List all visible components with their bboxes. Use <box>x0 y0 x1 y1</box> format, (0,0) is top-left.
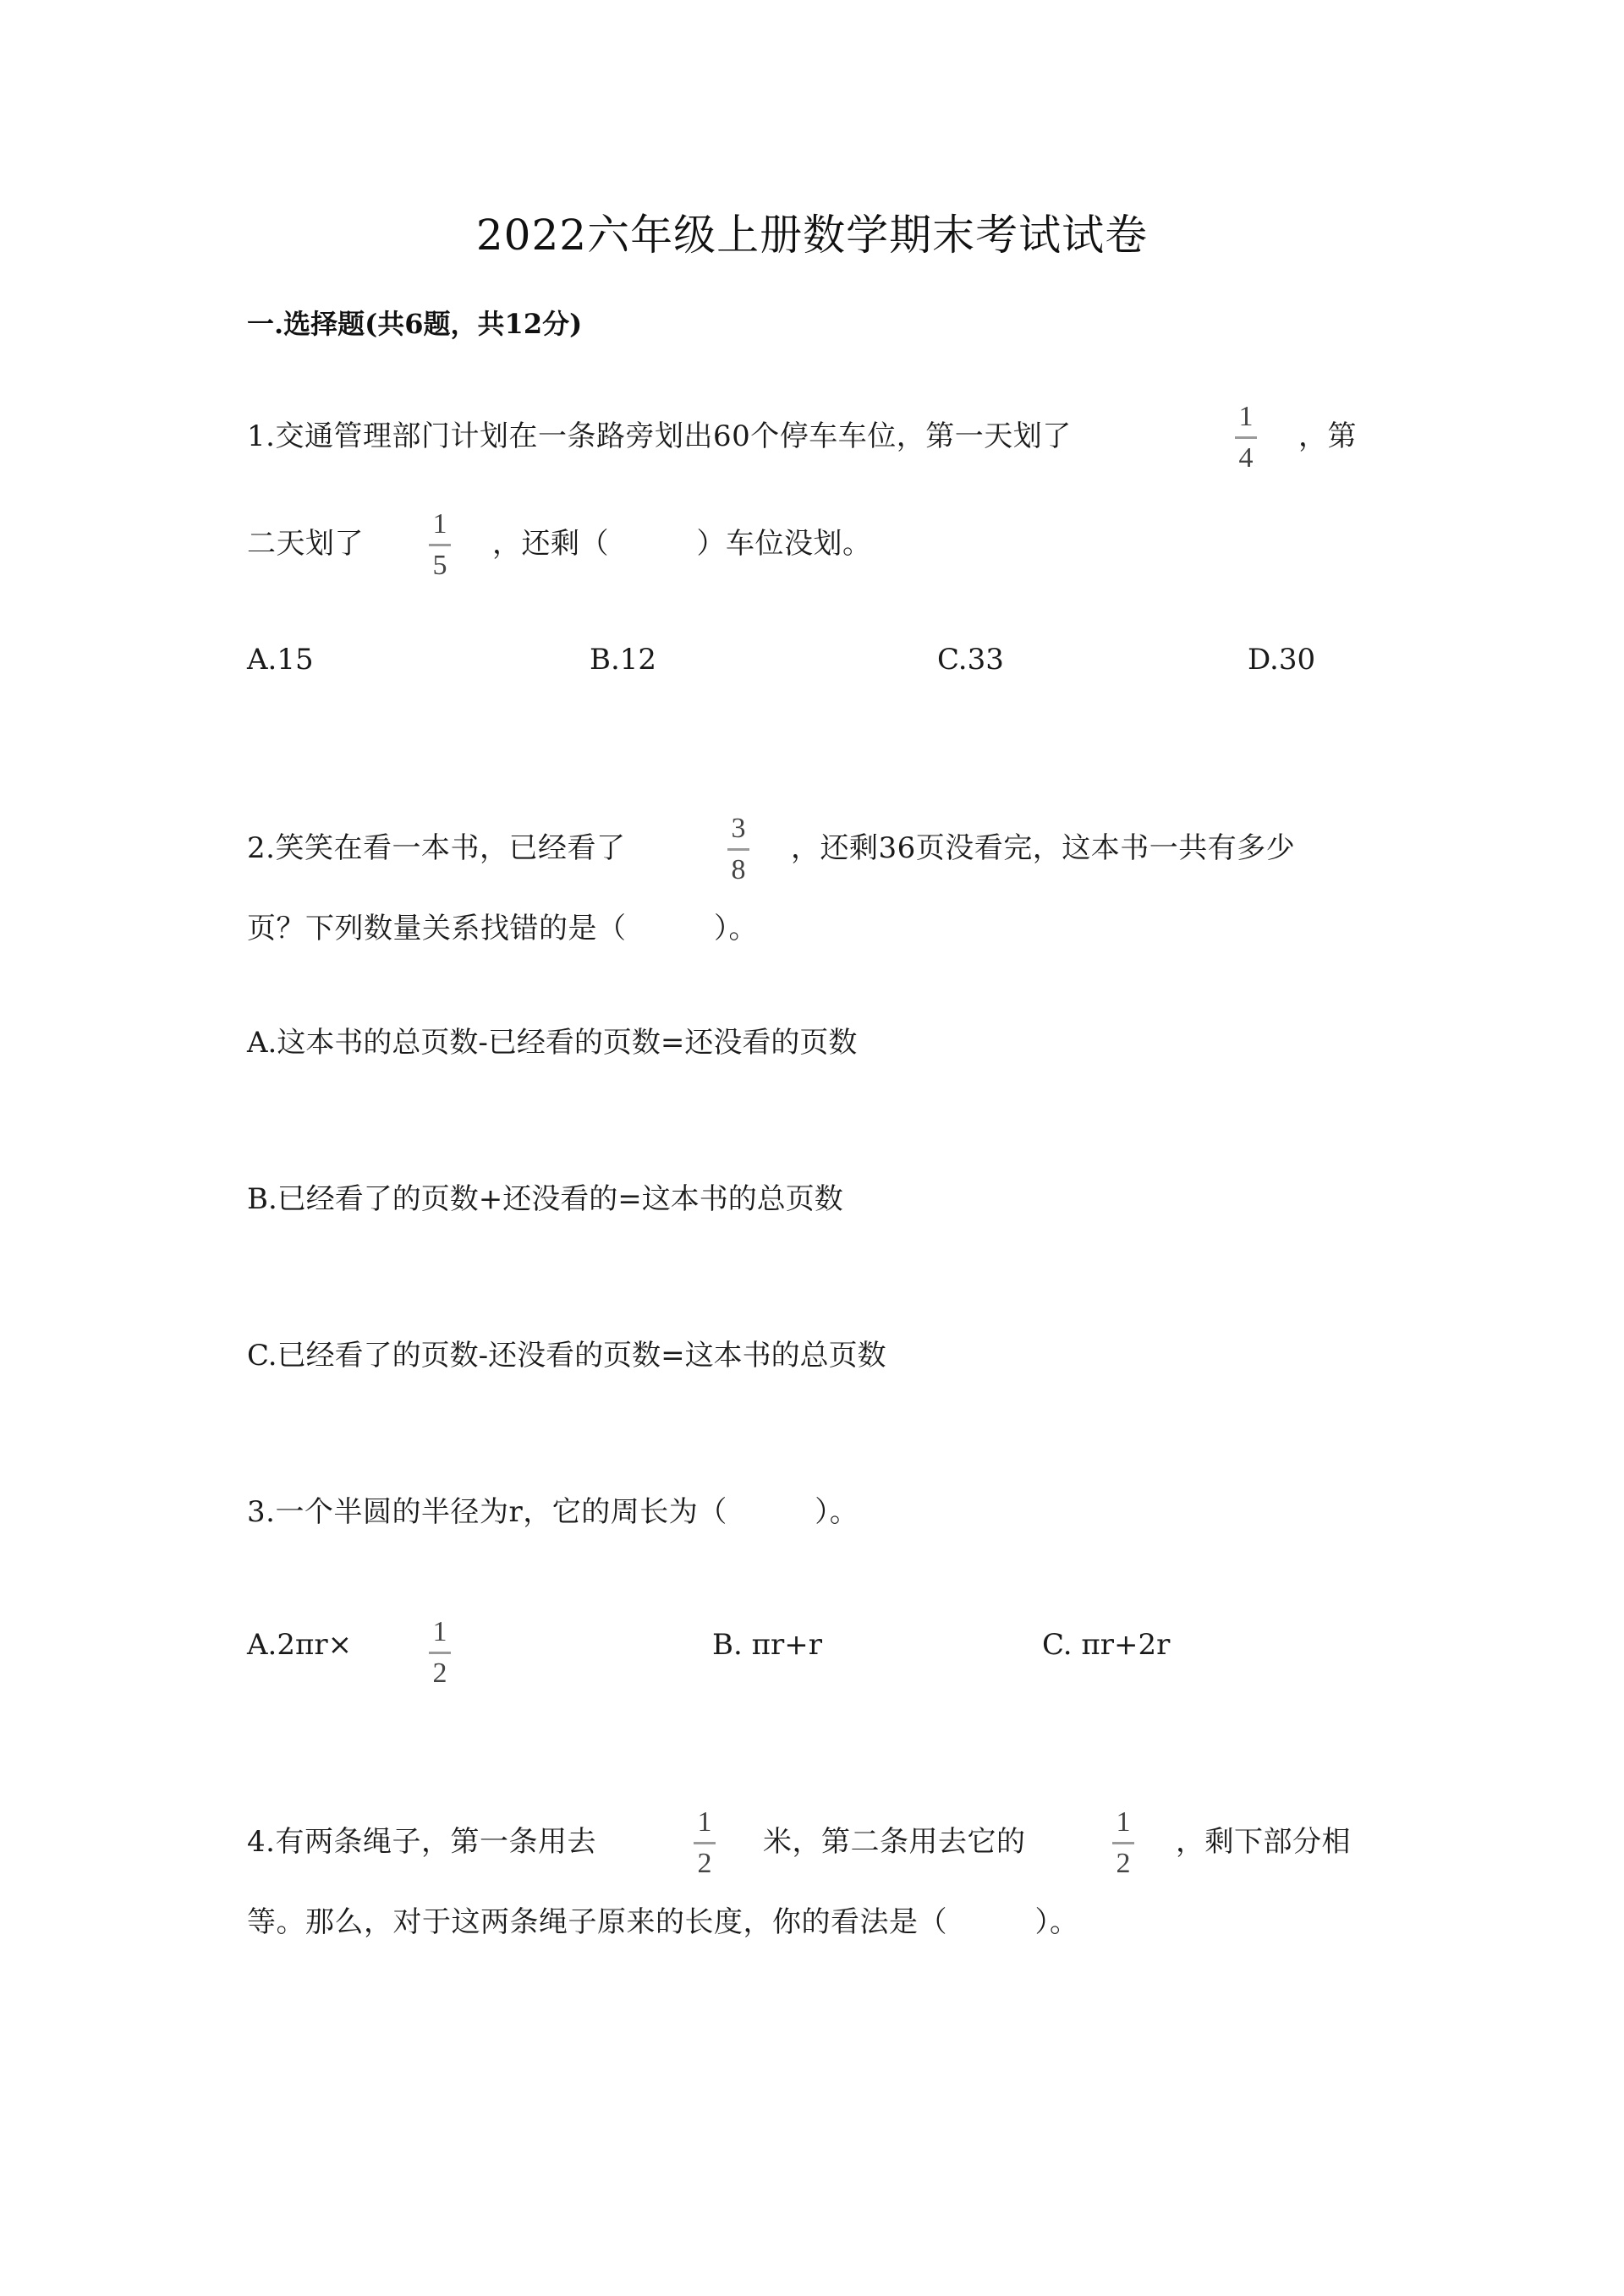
question-1-line-1: 1.交通管理部门计划在一条路旁划出60个停车车位，第一天划了 <box>247 419 1072 453</box>
fraction-numerator: 1 <box>432 508 447 540</box>
fraction-denominator: 2 <box>1116 1848 1131 1879</box>
page-title: 2022六年级上册数学期末考试试卷 <box>475 211 1149 260</box>
fraction-1-2 <box>689 1808 720 1878</box>
fraction-1-2 <box>1108 1808 1138 1878</box>
fraction-bar <box>694 1842 716 1844</box>
fraction-bar <box>429 544 451 546</box>
fraction-bar <box>727 848 749 851</box>
section-header: 一.选择题(共6题，共12分) <box>247 308 583 340</box>
option-a[interactable]: A.2πr× <box>247 1628 353 1662</box>
question-3-line-1: 3.一个半圆的半径为r，它的周长为（ ）。 <box>247 1495 859 1529</box>
fraction-numerator: 1 <box>1116 1806 1131 1838</box>
question-4-line-1-mid: 米，第二条用去它的 <box>763 1825 1026 1859</box>
fraction-numerator: 1 <box>432 1616 447 1647</box>
option-a[interactable]: A.15 <box>247 643 314 677</box>
fraction-numerator: 3 <box>731 813 746 844</box>
fraction-3-8 <box>723 814 754 885</box>
question-2-line-1: 2.笑笑在看一本书，已经看了 <box>247 831 626 865</box>
fraction-bar <box>429 1652 451 1654</box>
option-c[interactable]: C. πr+2r <box>1042 1628 1171 1662</box>
option-b[interactable]: B.12 <box>590 643 657 677</box>
fraction-denominator: 2 <box>432 1658 447 1689</box>
option-c[interactable]: C.33 <box>937 643 1004 677</box>
fraction-bar <box>1235 436 1257 439</box>
question-2-line-2: 页？下列数量关系找错的是（ ）。 <box>247 912 758 945</box>
question-1-line-2-end: ，还剩（ ）车位没划。 <box>492 527 872 561</box>
option-b[interactable]: B. πr+r <box>712 1628 822 1662</box>
question-2-line-1-end: ，还剩36页没看完，这本书一共有多少 <box>791 831 1296 865</box>
fraction-bar <box>1112 1842 1134 1844</box>
fraction-1-2 <box>425 1618 455 1688</box>
fraction-numerator: 1 <box>697 1806 712 1838</box>
fraction-denominator: 4 <box>1238 442 1254 474</box>
fraction-1-4 <box>1231 403 1261 473</box>
fraction-1-5 <box>425 510 455 580</box>
fraction-numerator: 1 <box>1238 401 1254 432</box>
option-b[interactable]: B.已经看了的页数+还没看的=这本书的总页数 <box>247 1182 843 1216</box>
option-d[interactable]: D.30 <box>1248 643 1316 677</box>
question-1-line-2: 二天划了 <box>247 527 364 561</box>
question-1-line-1-end: ，第 <box>1298 419 1357 453</box>
fraction-denominator: 5 <box>432 550 447 581</box>
fraction-denominator: 8 <box>731 854 746 885</box>
question-4-line-1-end: ，剩下部分相 <box>1176 1825 1351 1859</box>
option-a[interactable]: A.这本书的总页数-已经看的页数=还没看的页数 <box>247 1026 858 1060</box>
question-4-line-1: 4.有两条绳子，第一条用去 <box>247 1825 596 1859</box>
fraction-denominator: 2 <box>697 1848 712 1879</box>
question-4-line-2: 等。那么，对于这两条绳子原来的长度，你的看法是（ ）。 <box>247 1905 1079 1939</box>
option-c[interactable]: C.已经看了的页数-还没看的页数=这本书的总页数 <box>247 1339 886 1373</box>
